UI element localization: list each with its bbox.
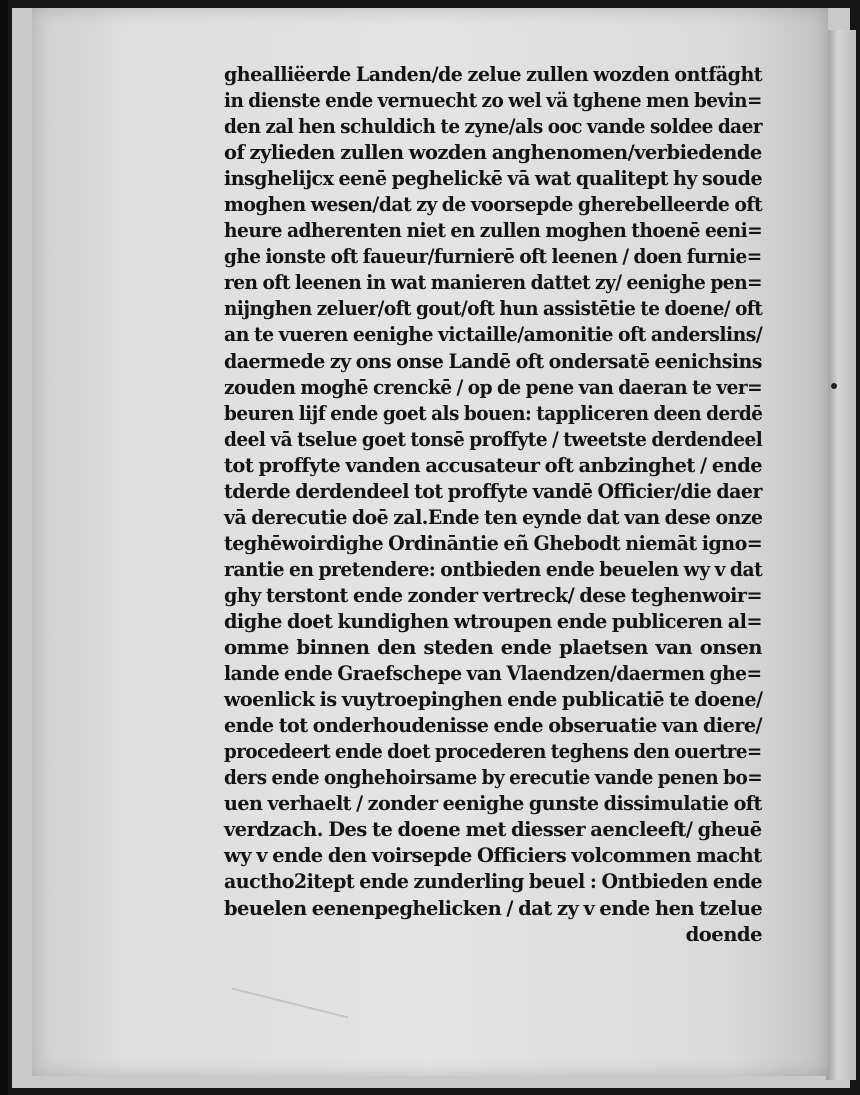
ink-spot <box>831 383 837 389</box>
text-line: vā derecutie doē zal.Ende ten eynde dat van dese onze <box>224 505 763 529</box>
text-line: ders ende onghehoirsame by erecutie vande penen bo= <box>224 766 763 790</box>
text-line: of zylieden zullen wozden anghenomen/verbiedende <box>224 141 762 165</box>
text-line: beuelen eenenpeghelicken / dat zy v ende hen tzelue <box>224 896 763 920</box>
text-line: ghealliëerde Landen/de zelue zullen wozden ontfäght <box>224 63 763 86</box>
text-line: ghy terstont ende zonder vertreck/ dese teghenwoir= <box>224 583 762 607</box>
text-line: heure adherenten niet en zullen moghen thoenē eeni= <box>224 219 763 243</box>
text-line: deel vā tselue goet tonsē proffyte / tweetste derdendeel <box>224 427 763 451</box>
text-line: procedeert ende doet procederen teghens den ouertre= <box>224 740 762 764</box>
text-line: an te vueren eenighe victaille/amonitie oft anderslins/ <box>224 323 763 347</box>
text-line: tot proffyte vanden accusateur oft anbzinghet / ende <box>224 453 763 477</box>
text-line: moghen wesen/dat zy de voorsepde gherebelleerde oft <box>224 193 763 217</box>
text-line: beuren lijf ende goet als bouen: tappliceren deen derdē <box>224 401 763 425</box>
text-line: rantie en pretendere: ontbieden ende beuelen wy v dat <box>224 557 763 581</box>
text-line: insghelijcx eenē peghelickē vā wat qualitept hy soude <box>224 167 763 191</box>
text-line: omme binnen den steden ende plaetsen van onsen <box>224 636 762 660</box>
text-line: in dienste ende vernuecht zo wel vä tghene men bevin= <box>224 89 762 113</box>
text-line: ren oft leenen in wat manieren dattet zy/ eenighe pen= <box>224 271 763 295</box>
text-line: verdzach. Des te doene met diesser aencleeft/ gheuē <box>224 818 762 842</box>
text-line: lande ende Graefschepe van Vlaendzen/daermen ghe= <box>224 662 762 686</box>
text-line: tderde derdendeel tot proffyte vandē Officier/die daer <box>224 479 762 503</box>
page-edge <box>826 30 856 1080</box>
text-line: wy v ende den voirsepde Officiers volcommen macht <box>224 844 762 868</box>
text-line: zouden moghē crenckē / op de pene van daeran te ver= <box>224 375 763 399</box>
text-line: teghēwoirdighe Ordināntie eñ Ghebodt niemāt igno= <box>224 531 763 555</box>
catchword: doende <box>685 922 762 946</box>
text-line: ghe ionste oft faueur/furnierē oft leenen / doen furnie= <box>224 245 762 269</box>
text-line: uen verhaelt / zonder eenighe gunste dissimulatie oft <box>224 792 762 816</box>
text-line: auctho2itept ende zunderling beuel : Ontbieden ende <box>224 870 763 894</box>
text-line: nijnghen zeluer/oft gout/oft hun assistētie te doene/ oft <box>224 297 763 321</box>
text-line: daermede zy ons onse Landē oft ondersatē eenichsins <box>224 349 762 373</box>
text-line: ende tot onderhoudenisse ende obseruatie van diere/ <box>224 714 762 738</box>
text-line: woenlick is vuytroepinghen ende publicatiē te doene/ <box>224 688 763 712</box>
text-line: den zal hen schuldich te zyne/als ooc vande soldee daer <box>224 115 763 139</box>
text-block <box>224 62 762 948</box>
text-line: dighe doet kundighen wtroupen ende publiceren al= <box>224 609 763 633</box>
